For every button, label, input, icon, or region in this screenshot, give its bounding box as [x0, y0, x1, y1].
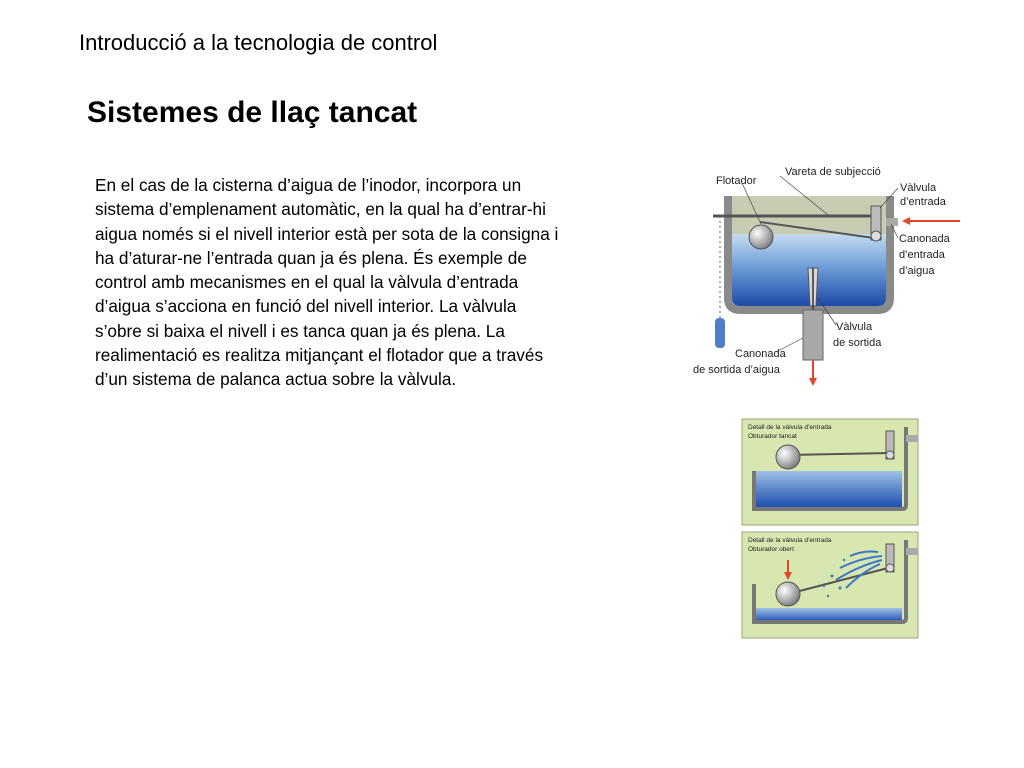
inlet-pipe: [906, 548, 918, 555]
body-paragraph: [95, 173, 643, 392]
slide-title: Sistemes de llaç tancat: [87, 96, 418, 129]
inlet-pipe: [906, 435, 918, 442]
body-line: sistema d’emplenament automàtic, en la qual ha d’entrar-hi: [95, 199, 546, 220]
detail-closed-diagram: [740, 417, 920, 527]
detail-caption-2: Obturador obert: [748, 546, 794, 553]
body-line: realimentació es realitza mitjançant el flotador que a través: [95, 345, 544, 366]
detail-caption-1: Detall de la vàlvula d’entrada: [748, 537, 832, 544]
float-ball: [776, 445, 800, 469]
valve-joint: [886, 451, 894, 459]
label-inlet-pipe-1: Canonada: [899, 233, 950, 245]
cistern-diagram: [688, 158, 964, 392]
label-inlet-pipe-2: d’entrada: [899, 249, 945, 261]
label-inlet-valve-2: d’entrada: [900, 196, 946, 208]
detail-caption-1: Detall de la vàlvula d’entrada: [748, 424, 832, 431]
label-outlet-valve-2: de sortida: [833, 337, 882, 349]
body-line: d’un sistema de palanca actua sobre la vàlvula.: [95, 369, 457, 390]
float-ball: [749, 225, 773, 249]
label-outlet-valve-1: Vàlvula: [836, 321, 873, 333]
float-ball: [776, 582, 800, 606]
water: [754, 608, 902, 622]
body-line: aigua només si el nivell interior està per sota de la consigna i: [95, 223, 559, 244]
water: [754, 471, 902, 507]
course-title: Introducció a la tecnologia de control: [79, 30, 438, 55]
body-line: ha d’aturar-ne l’entrada quan ja és plena. És exemple de: [95, 247, 527, 268]
label-inlet-pipe-3: d’aigua: [899, 265, 935, 277]
label-float: Flotador: [716, 175, 757, 187]
body-line: En el cas de la cisterna d’aigua de l’inodor, incorpora un: [95, 175, 522, 195]
outlet-arrow-head: [809, 378, 817, 386]
inlet-valve-joint: [871, 231, 881, 241]
label-rod: Vareta de subjecció: [785, 166, 881, 178]
inlet-pipe: [886, 218, 898, 226]
label-inlet-valve-1: Vàlvula: [900, 182, 937, 194]
detail-caption-2: Obturador tancat: [748, 433, 797, 440]
inlet-arrow-head: [902, 217, 910, 225]
valve-joint: [886, 564, 894, 572]
detail-open-diagram: [740, 530, 920, 640]
label-outlet-pipe-1: Canonada: [735, 348, 786, 360]
body-line: s’obre si baixa el nivell i es tanca quan ja és plena. La: [95, 320, 505, 341]
label-outlet-pipe-2: de sortida d’aigua: [693, 364, 780, 376]
body-line: control amb mecanismes en el qual la vàlvula d’entrada: [95, 272, 519, 293]
outlet-pipe: [803, 310, 823, 360]
chain-weight: [715, 318, 725, 348]
body-line: d’aigua s’acciona en funció del nivell interior. La vàlvula: [95, 296, 517, 317]
